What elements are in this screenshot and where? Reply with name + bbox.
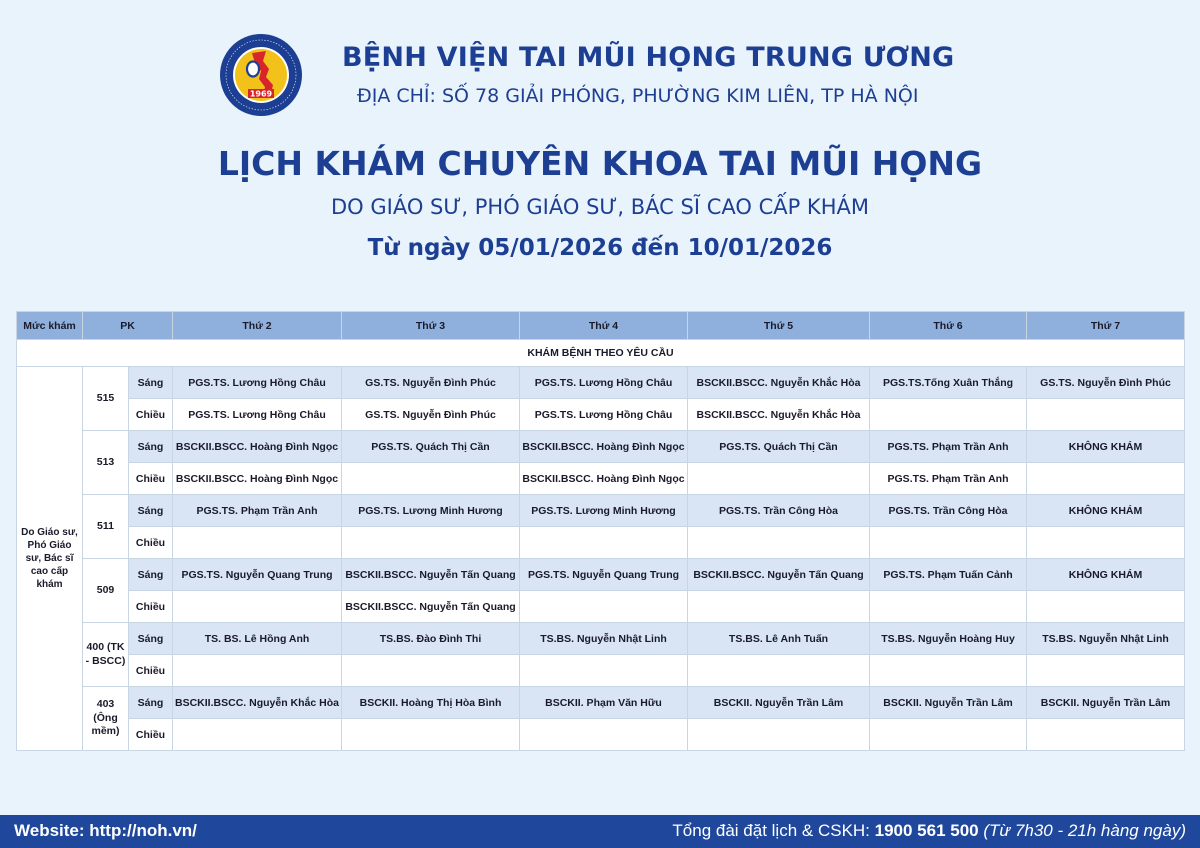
table-row [17,463,1185,495]
col-header-fri: Thứ 6 [870,312,1027,340]
doctor-cell [520,527,688,559]
doctor-cell [173,719,342,751]
session-cell: Sáng [129,431,173,463]
col-header-sat: Thứ 7 [1027,312,1185,340]
doctor-cell: PGS.TS. Phạm Trần Anh [870,431,1027,463]
doctor-cell: BSCKII. Phạm Văn Hữu [520,687,688,719]
table-header-row [17,312,1185,340]
doctor-cell: PGS.TS. Lương Hồng Châu [520,399,688,431]
table-row [17,367,1185,399]
doctor-cell: GS.TS. Nguyễn Đình Phúc [342,399,520,431]
doctor-cell: GS.TS. Nguyễn Đình Phúc [342,367,520,399]
doctor-cell [688,655,870,687]
room-cell: 513 [83,431,129,495]
schedule-table [16,311,1185,751]
doctor-cell [870,591,1027,623]
doctor-cell: PGS.TS. Lương Hồng Châu [173,399,342,431]
col-header-wed: Thứ 4 [520,312,688,340]
table-row [17,623,1185,655]
doctor-cell [688,463,870,495]
doctor-cell [1027,399,1185,431]
doctor-cell: BSCKII.BSCC. Hoàng Đình Ngọc [520,431,688,463]
session-cell: Chiều [129,527,173,559]
doctor-cell: KHÔNG KHÁM [1027,495,1185,527]
svg-text:1969: 1969 [249,89,273,99]
doctor-cell: TS.BS. Nguyễn Nhật Linh [1027,623,1185,655]
doctor-cell: TS. BS. Lê Hồng Anh [173,623,342,655]
doctor-cell [870,719,1027,751]
col-header-tue: Thứ 3 [342,312,520,340]
doctor-cell [342,527,520,559]
doctor-cell [870,655,1027,687]
hotline-hours: (Từ 7h30 - 21h hàng ngày) [983,821,1186,840]
table-row [17,399,1185,431]
doctor-cell [688,527,870,559]
room-cell: 509 [83,559,129,623]
doctor-cell: BSCKII. Nguyễn Trần Lâm [870,687,1027,719]
doctor-cell: PGS.TS. Quách Thị Cần [342,431,520,463]
section-row [17,340,1185,367]
col-header-mon: Thứ 2 [173,312,342,340]
footer-hotline [672,821,1186,841]
doctor-cell [520,591,688,623]
doctor-cell: PGS.TS. Phạm Tuấn Cảnh [870,559,1027,591]
table-row [17,495,1185,527]
doctor-cell: PGS.TS. Phạm Trần Anh [870,463,1027,495]
doctor-cell: PGS.TS. Lương Minh Hương [342,495,520,527]
hospital-logo [219,33,303,117]
doctor-cell: PGS.TS. Lương Hồng Châu [173,367,342,399]
doctor-cell [1027,655,1185,687]
col-header-pk: PK [83,312,173,340]
table-row [17,719,1185,751]
doctor-cell: PGS.TS. Trần Công Hòa [688,495,870,527]
doctor-cell [688,719,870,751]
doctor-cell: GS.TS. Nguyễn Đình Phúc [1027,367,1185,399]
doctor-cell [342,463,520,495]
doctor-cell: BSCKII.BSCC. Nguyễn Khắc Hòa [688,399,870,431]
doctor-cell: BSCKII.BSCC. Nguyễn Tấn Quang [342,591,520,623]
doctor-cell: PGS.TS. Trần Công Hòa [870,495,1027,527]
table-row [17,591,1185,623]
doctor-cell [870,399,1027,431]
hospital-name: BỆNH VIỆN TAI MŨI HỌNG TRUNG ƯƠNG [342,42,955,73]
doctor-cell [173,655,342,687]
page-subtitle: DO GIÁO SƯ, PHÓ GIÁO SƯ, BÁC SĨ CAO CẤP KHÁM [331,195,869,219]
section-title: KHÁM BỆNH THEO YÊU CẦU [17,340,1185,367]
level-cell: Do Giáo sư, Phó Giáo sư, Bác sĩ cao cấp khám [17,367,83,751]
doctor-cell: PGS.TS. Quách Thị Cần [688,431,870,463]
room-cell: 511 [83,495,129,559]
doctor-cell [342,719,520,751]
doctor-cell: TS.BS. Lê Anh Tuấn [688,623,870,655]
doctor-cell: TS.BS. Đào Đình Thi [342,623,520,655]
room-cell: 403 (Ông mềm) [83,687,129,751]
session-cell: Chiều [129,463,173,495]
doctor-cell: BSCKII. Nguyễn Trần Lâm [1027,687,1185,719]
hotline-number[interactable]: 1900 561 500 [874,821,979,840]
session-cell: Chiều [129,591,173,623]
doctor-cell: PGS.TS. Nguyễn Quang Trung [173,559,342,591]
session-cell: Sáng [129,559,173,591]
doctor-cell: PGS.TS. Phạm Trần Anh [173,495,342,527]
date-range: Từ ngày 05/01/2026 đến 10/01/2026 [367,235,833,261]
col-header-thu: Thứ 5 [688,312,870,340]
doctor-cell [520,719,688,751]
session-cell: Chiều [129,399,173,431]
room-cell: 515 [83,367,129,431]
session-cell: Sáng [129,367,173,399]
session-cell: Sáng [129,687,173,719]
table-row [17,527,1185,559]
hospital-address: ĐỊA CHỈ: SỐ 78 GIẢI PHÓNG, PHƯỜNG KIM LIÊN, TP HÀ NỘI [357,85,919,107]
doctor-cell: BSCKII. Nguyễn Trần Lâm [688,687,870,719]
doctor-cell [1027,527,1185,559]
session-cell: Sáng [129,623,173,655]
doctor-cell: PGS.TS. Lương Minh Hương [520,495,688,527]
doctor-cell: TS.BS. Nguyễn Nhật Linh [520,623,688,655]
table-row [17,559,1185,591]
doctor-cell [1027,463,1185,495]
doctor-cell: BSCKII.BSCC. Nguyễn Tấn Quang [688,559,870,591]
doctor-cell [1027,591,1185,623]
doctor-cell [342,655,520,687]
doctor-cell: PGS.TS.Tống Xuân Thắng [870,367,1027,399]
col-header-level: Mức khám [17,312,83,340]
doctor-cell [520,655,688,687]
doctor-cell: BSCKII.BSCC. Hoàng Đình Ngọc [173,431,342,463]
doctor-cell: BSCKII.BSCC. Nguyễn Khắc Hòa [688,367,870,399]
doctor-cell: BSCKII.BSCC. Nguyễn Khắc Hòa [173,687,342,719]
doctor-cell: KHÔNG KHÁM [1027,559,1185,591]
doctor-cell [173,527,342,559]
table-row [17,431,1185,463]
doctor-cell [1027,719,1185,751]
footer-bar [0,815,1200,848]
doctor-cell: PGS.TS. Nguyễn Quang Trung [520,559,688,591]
doctor-cell: KHÔNG KHÁM [1027,431,1185,463]
doctor-cell: BSCKII.BSCC. Hoàng Đình Ngọc [520,463,688,495]
doctor-cell: TS.BS. Nguyễn Hoàng Huy [870,623,1027,655]
doctor-cell [688,591,870,623]
session-cell: Chiều [129,655,173,687]
table-row [17,655,1185,687]
session-cell: Chiều [129,719,173,751]
room-cell: 400 (TK - BSCC) [83,623,129,687]
session-cell: Sáng [129,495,173,527]
footer-website[interactable]: Website: http://noh.vn/ [14,821,197,840]
page-title: LỊCH KHÁM CHUYÊN KHOA TAI MŨI HỌNG [217,144,983,183]
doctor-cell [870,527,1027,559]
doctor-cell: PGS.TS. Lương Hồng Châu [520,367,688,399]
doctor-cell: BSCKII. Hoàng Thị Hòa Bình [342,687,520,719]
doctor-cell [173,591,342,623]
doctor-cell: BSCKII.BSCC. Hoàng Đình Ngọc [173,463,342,495]
hotline-label: Tổng đài đặt lịch & CSKH: [672,821,870,840]
table-row [17,687,1185,719]
doctor-cell: BSCKII.BSCC. Nguyễn Tấn Quang [342,559,520,591]
